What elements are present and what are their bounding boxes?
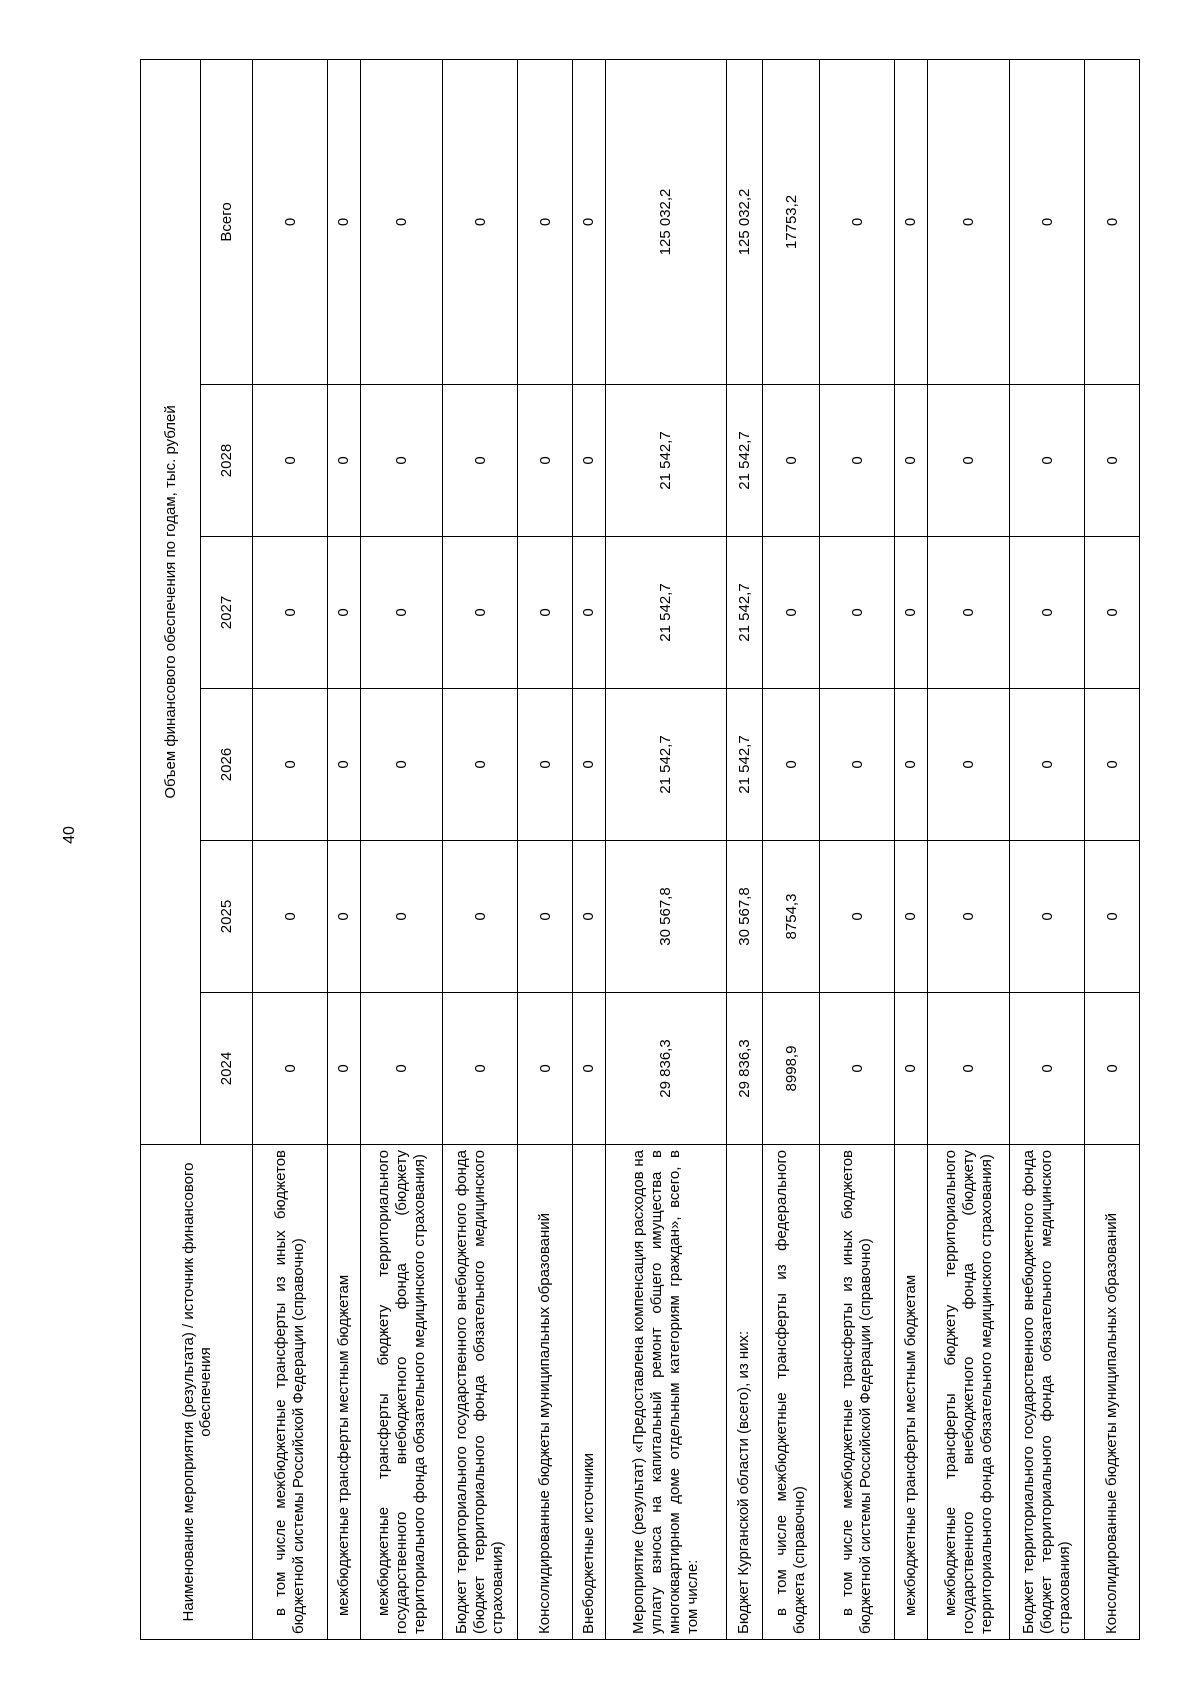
- row-value: 0: [328, 993, 361, 1145]
- row-value: 21 542,7: [605, 537, 726, 689]
- table-row: [572, 59, 605, 1639]
- row-total: 0: [1085, 59, 1140, 384]
- row-total: 0: [572, 59, 605, 384]
- row-value: 8754,3: [763, 841, 820, 993]
- table-row: [253, 59, 328, 1639]
- row-value: 29 836,3: [605, 993, 726, 1145]
- row-label: Консолидированные бюджеты муниципальных образований: [1085, 1145, 1140, 1640]
- row-value: 0: [572, 841, 605, 993]
- table-row: [726, 59, 762, 1639]
- row-value: 0: [895, 841, 928, 993]
- row-value: 0: [1085, 537, 1140, 689]
- row-value: 30 567,8: [605, 841, 726, 993]
- row-label: в том числе межбюджетные трансферты из иных бюджетов бюджетной системы Российской Федерации (справочно): [253, 1145, 328, 1640]
- header-row-top: [141, 59, 201, 1639]
- row-value: 0: [518, 841, 573, 993]
- row-value: 21 542,7: [605, 689, 726, 841]
- row-value: 0: [518, 385, 573, 537]
- row-value: 0: [443, 385, 518, 537]
- row-value: 0: [328, 385, 361, 537]
- row-value: 0: [360, 689, 442, 841]
- row-value: 0: [572, 689, 605, 841]
- row-value: 21 542,7: [605, 385, 726, 537]
- row-value: 0: [360, 841, 442, 993]
- row-value: 21 542,7: [726, 537, 762, 689]
- row-value: 0: [518, 689, 573, 841]
- row-value: 0: [927, 689, 1009, 841]
- row-value: 21 542,7: [726, 689, 762, 841]
- row-value: 0: [763, 537, 820, 689]
- table-row: [605, 59, 726, 1639]
- header-year: 2025: [201, 841, 253, 993]
- row-value: 0: [927, 537, 1009, 689]
- row-value: 0: [1010, 841, 1085, 993]
- row-value: 8998,9: [763, 993, 820, 1145]
- row-label: Внебюджетные источники: [572, 1145, 605, 1640]
- row-value: 0: [1085, 841, 1140, 993]
- row-value: 0: [1085, 689, 1140, 841]
- row-value: 0: [572, 537, 605, 689]
- row-label: Бюджет Курганской области (всего), из них:: [726, 1145, 762, 1640]
- table-body: [253, 59, 1140, 1639]
- row-total: 125 032,2: [605, 59, 726, 384]
- table-row: [1010, 59, 1085, 1639]
- row-value: 0: [895, 385, 928, 537]
- row-value: 0: [1010, 537, 1085, 689]
- header-year: 2027: [201, 537, 253, 689]
- row-value: 29 836,3: [726, 993, 762, 1145]
- row-value: 0: [763, 385, 820, 537]
- header-total: Всего: [201, 59, 253, 384]
- financing-table: [140, 59, 1140, 1640]
- row-value: 0: [572, 993, 605, 1145]
- row-value: 0: [820, 537, 895, 689]
- row-value: 0: [443, 841, 518, 993]
- row-value: 0: [927, 385, 1009, 537]
- row-value: 0: [443, 537, 518, 689]
- row-value: 0: [360, 385, 442, 537]
- header-year: 2028: [201, 385, 253, 537]
- row-label: в том числе межбюджетные трансферты из федерального бюджета (справочно): [763, 1145, 820, 1640]
- table-row: [763, 59, 820, 1639]
- row-value: 0: [572, 385, 605, 537]
- row-total: 0: [360, 59, 442, 384]
- header-year: 2026: [201, 689, 253, 841]
- row-value: 21 542,7: [726, 385, 762, 537]
- table-row: [328, 59, 361, 1639]
- row-value: 0: [927, 841, 1009, 993]
- row-label: Мероприятие (результат) «Предоставлена компенсация расходов на уплату взноса на капитальный ремонт общего имущества в многоквартирном доме отдельным категориям граждан», всего, в том числе:: [605, 1145, 726, 1640]
- row-value: 0: [328, 537, 361, 689]
- row-total: 0: [328, 59, 361, 384]
- row-total: 0: [927, 59, 1009, 384]
- row-total: 0: [1010, 59, 1085, 384]
- row-label: Бюджет территориального государственного внебюджетного фонда (бюджет территориального фонда обязательного медицинского страхования): [443, 1145, 518, 1640]
- row-total: 0: [443, 59, 518, 384]
- row-value: 0: [1010, 689, 1085, 841]
- table-row: [895, 59, 928, 1639]
- table-row: [820, 59, 895, 1639]
- row-total: 0: [253, 59, 328, 384]
- table-row: [927, 59, 1009, 1639]
- row-value: 0: [328, 689, 361, 841]
- row-value: 0: [253, 841, 328, 993]
- row-value: 0: [895, 537, 928, 689]
- row-total: 125 032,2: [726, 59, 762, 384]
- row-value: 0: [1010, 993, 1085, 1145]
- row-value: 0: [253, 689, 328, 841]
- row-value: 0: [1010, 385, 1085, 537]
- row-label: в том числе межбюджетные трансферты из иных бюджетов бюджетной системы Российской Федерации (справочно): [820, 1145, 895, 1640]
- row-value: 0: [895, 689, 928, 841]
- row-value: 0: [443, 993, 518, 1145]
- row-value: 0: [253, 385, 328, 537]
- row-value: 0: [253, 537, 328, 689]
- row-label: межбюджетные трансферты бюджету территориального государственного внебюджетного фонда (бюджету территориального фонда обязательного медицинского страхования): [360, 1145, 442, 1640]
- row-value: 0: [253, 993, 328, 1145]
- row-label: Бюджет территориального государственного внебюджетного фонда (бюджет территориального фонда обязательного медицинского страхования): [1010, 1145, 1085, 1640]
- row-value: 0: [518, 993, 573, 1145]
- row-value: 0: [895, 993, 928, 1145]
- row-value: 0: [518, 537, 573, 689]
- rotated-table-container: [140, 60, 1140, 1640]
- table-row: [1085, 59, 1140, 1639]
- row-value: 0: [1085, 993, 1140, 1145]
- row-label: межбюджетные трансферты бюджету территориального государственного внебюджетного фонда (бюджету территориального фонда обязательного медицинского страхования): [927, 1145, 1009, 1640]
- row-value: 0: [820, 993, 895, 1145]
- row-value: 0: [360, 993, 442, 1145]
- row-total: 0: [820, 59, 895, 384]
- row-value: 0: [443, 689, 518, 841]
- header-name: Наименование мероприятия (результата) / источник финансового обеспечения: [141, 1145, 253, 1640]
- row-value: 0: [927, 993, 1009, 1145]
- header-volume: Объем финансового обеспечения по годам, тыс. рублей: [141, 59, 201, 1144]
- row-total: 0: [518, 59, 573, 384]
- row-value: 0: [820, 385, 895, 537]
- page-number: 40: [61, 826, 78, 844]
- row-value: 0: [820, 689, 895, 841]
- header-year: 2024: [201, 993, 253, 1145]
- table-row: [360, 59, 442, 1639]
- table-row: [443, 59, 518, 1639]
- row-value: 30 567,8: [726, 841, 762, 993]
- row-value: 0: [360, 537, 442, 689]
- table-row: [518, 59, 573, 1639]
- row-label: межбюджетные трансферты местным бюджетам: [895, 1145, 928, 1640]
- row-value: 0: [1085, 385, 1140, 537]
- row-label: межбюджетные трансферты местным бюджетам: [328, 1145, 361, 1640]
- row-total: 17753,2: [763, 59, 820, 384]
- row-value: 0: [328, 841, 361, 993]
- row-value: 0: [763, 689, 820, 841]
- row-value: 0: [820, 841, 895, 993]
- row-total: 0: [895, 59, 928, 384]
- row-label: Консолидированные бюджеты муниципальных образований: [518, 1145, 573, 1640]
